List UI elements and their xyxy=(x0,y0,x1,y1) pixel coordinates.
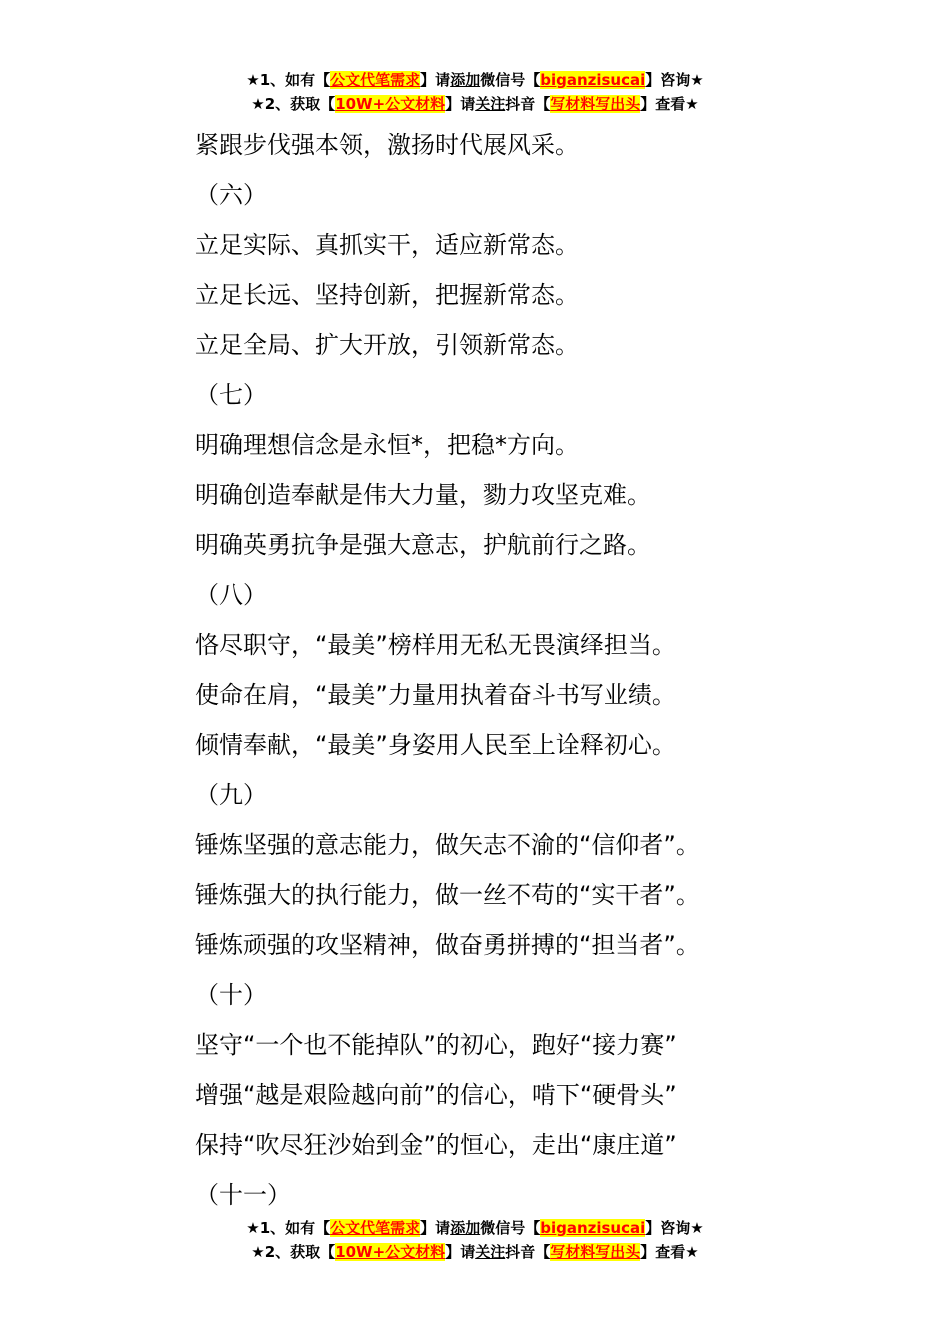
paragraph: 使命在肩，“最美”力量用执着奋斗书写业绩。 xyxy=(195,681,676,709)
banner-text: 】请 xyxy=(445,95,476,113)
banner-text: ★1、如有【 xyxy=(246,71,331,89)
paragraph: 增强“越是艰险越向前”的信心，啃下“硬骨头” xyxy=(195,1081,677,1109)
banner-text: ★2、获取【 xyxy=(251,1243,336,1261)
header-banner xyxy=(0,68,950,116)
paragraph: 明确英勇抗争是强大意志，护航前行之路。 xyxy=(195,531,651,559)
banner-underline: 添加 xyxy=(450,1219,481,1237)
banner-underline: 关注 xyxy=(475,1243,506,1261)
banner-text: 】请 xyxy=(420,1219,451,1237)
section-heading: （七） xyxy=(195,381,267,409)
banner-text: ★2、获取【 xyxy=(251,95,336,113)
paragraph: 立足实际、真抓实干，适应新常态。 xyxy=(195,231,579,259)
banner-text: 抖音【 xyxy=(505,1243,551,1261)
banner-text: 微信号【 xyxy=(480,71,541,89)
paragraph: 倾情奉献，“最美”身姿用人民至上诠释初心。 xyxy=(195,731,676,759)
banner-highlight: biganzisucai xyxy=(540,71,646,89)
banner-text: 微信号【 xyxy=(480,1219,541,1237)
section-heading: （八） xyxy=(195,581,267,609)
paragraph: 立足全局、扩大开放，引领新常态。 xyxy=(195,331,579,359)
banner-text: ★1、如有【 xyxy=(246,1219,331,1237)
paragraph: 锤炼顽强的攻坚精神，做奋勇拼搏的“担当者”。 xyxy=(195,931,700,959)
banner-underline: 添加 xyxy=(450,71,481,89)
section-heading: （六） xyxy=(195,181,267,209)
banner-text: 】查看★ xyxy=(640,1243,699,1261)
section-heading: （十） xyxy=(195,981,267,1009)
banner-underline: 关注 xyxy=(475,95,506,113)
paragraph: 明确理想信念是永恒*，把稳*方向。 xyxy=(195,431,579,459)
banner-highlight: 写材料写出头 xyxy=(550,1243,641,1261)
banner-highlight: 10W+公文材料 xyxy=(335,1243,446,1261)
paragraph: 锤炼坚强的意志能力，做矢志不渝的“信仰者”。 xyxy=(195,831,700,859)
banner-text: 】咨询★ xyxy=(645,71,704,89)
paragraph: 紧跟步伐强本领，激扬时代展风采。 xyxy=(195,131,579,159)
paragraph: 坚守“一个也不能掉队”的初心，跑好“接力赛” xyxy=(195,1031,677,1059)
footer-banner xyxy=(0,1216,950,1264)
paragraph: 立足长远、坚持创新，把握新常态。 xyxy=(195,281,579,309)
banner-line-1 xyxy=(0,68,950,92)
banner-text: 】咨询★ xyxy=(645,1219,704,1237)
section-heading: （十一） xyxy=(195,1181,291,1209)
banner-text: 】请 xyxy=(445,1243,476,1261)
section-heading: （九） xyxy=(195,781,267,809)
banner-line-1 xyxy=(0,1216,950,1240)
banner-line-2 xyxy=(0,1240,950,1264)
banner-highlight: 公文代笔需求 xyxy=(330,71,421,89)
banner-text: 】请 xyxy=(420,71,451,89)
paragraph: 明确创造奉献是伟大力量，勠力攻坚克难。 xyxy=(195,481,651,509)
banner-highlight: 公文代笔需求 xyxy=(330,1219,421,1237)
document-body xyxy=(195,120,755,1220)
banner-text: 抖音【 xyxy=(505,95,551,113)
banner-highlight: 10W+公文材料 xyxy=(335,95,446,113)
paragraph: 保持“吹尽狂沙始到金”的恒心，走出“康庄道” xyxy=(195,1131,677,1159)
banner-line-2 xyxy=(0,92,950,116)
banner-text: 】查看★ xyxy=(640,95,699,113)
paragraph: 恪尽职守，“最美”榜样用无私无畏演绎担当。 xyxy=(195,631,676,659)
paragraph: 锤炼强大的执行能力，做一丝不苟的“实干者”。 xyxy=(195,881,700,909)
banner-highlight: biganzisucai xyxy=(540,1219,646,1237)
banner-highlight: 写材料写出头 xyxy=(550,95,641,113)
